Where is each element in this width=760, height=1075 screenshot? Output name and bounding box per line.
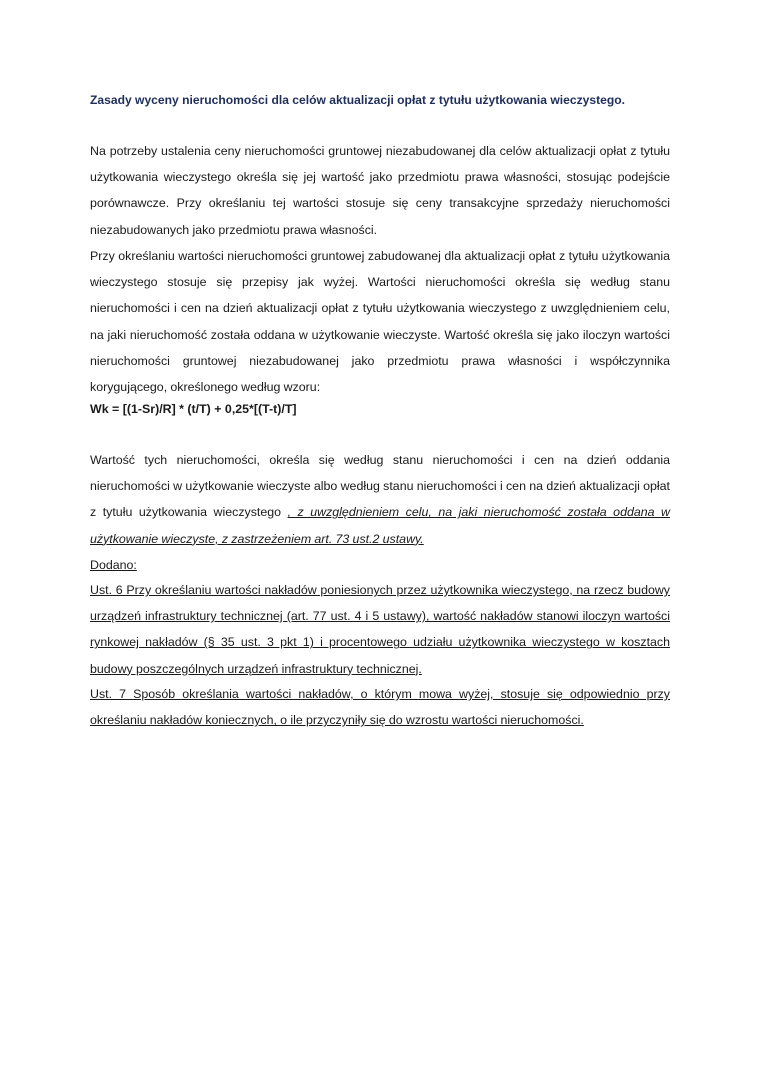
document-title: Zasady wyceny nieruchomości dla celów aktualizacji opłat z tytułu użytkowania wieczystego. xyxy=(90,93,625,107)
paragraph-unbuilt-land-valuation: Na potrzeby ustalenia ceny nieruchomości gruntowej niezabudowanej dla celów aktualizacji opłat z tytułu użytkowania wieczystego określa się jej wartość jako przedmiotu prawa własności, stosując podejście porównawcze. Przy określaniu tej wartości stosuje się ceny transakcyjne sprzedaży nieruchomości niezabudowanych jako przedmiotu prawa własności. xyxy=(90,144,670,237)
paragraph-ust-7: Ust. 7 Sposób określania wartości nakładów, o którym mowa wyżej, stosuje się odpowiednio przy określaniu nakładów koniecznych, o ile przyczyniły się do wzrostu wartości nieruchomości. xyxy=(90,687,670,728)
correction-coefficient-formula: Wk = [(1-Sr)/R] * (t/T) + 0,25*[(T-t)/T] xyxy=(90,402,297,416)
amended-text: , z uwzględnieniem celu, na jaki nieruchomość została oddana w użytkowanie wieczyste, z zastrzeżeniem art. 73 ust.2 ustawy. xyxy=(90,505,670,546)
paragraph-valuation-date xyxy=(90,447,670,552)
paragraph-ust-6: Ust. 6 Przy określaniu wartości nakładów poniesionych przez użytkownika wieczystego, na rzecz budowy urządzeń infrastruktury technicznej (art. 77 ust. 4 i 5 ustawy), wartość nakładów stanowi iloczyn wartości rynkowej nakładów (§ 35 ust. 3 pkt 1) i procentowego udziału użytkownika wieczystego w kosztach budowy poszczególnych urządzeń infrastruktury technicznej. xyxy=(90,583,670,676)
paragraph-built-land-valuation: Przy określaniu wartości nieruchomości gruntowej zabudowanej dla aktualizacji opłat z tytułu użytkowania wieczystego stosuje się przepisy jak wyżej. Wartości nieruchomości określa się według stanu nieruchomości i cen na dzień aktualizacji opłat z tytułu użytkowania wieczystego z uwzględnieniem celu, na jaki nieruchomość została oddana w użytkowanie wieczyste. Wartość określa się jako iloczyn wartości nieruchomości gruntowej niezabudowanej jako przedmiotu prawa własności i współczynnika korygującego, określonego według wzoru: xyxy=(90,249,670,395)
added-section-label: Dodano: xyxy=(90,558,137,572)
paragraph-valuation-date-text: Wartość tych nieruchomości, określa się według stanu nieruchomości i cen na dzień oddania nieruchomości w użytkowanie wieczyste albo według stanu nieruchomości i cen na dzień aktualizacji opłat z tytułu użytkowania wieczystego xyxy=(90,453,670,520)
